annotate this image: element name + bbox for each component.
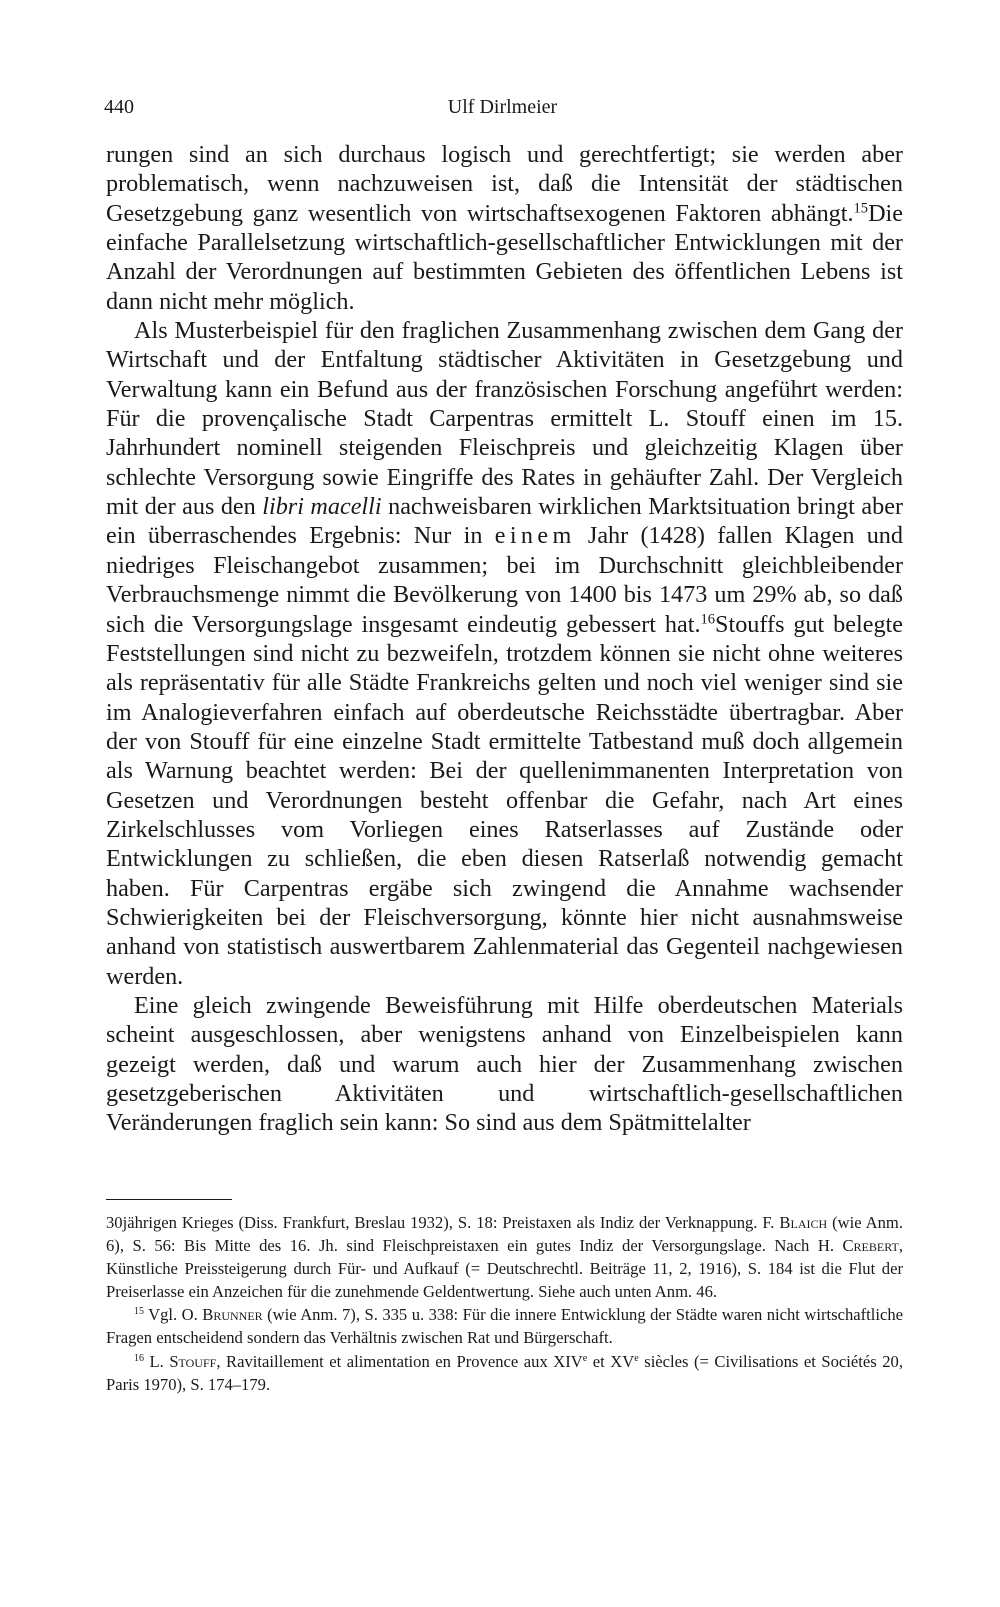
footnotes [106,1211,903,1396]
footnote-16: $^{16}$ L. Stouff, Ravitaillement et alimentation en Provence aux XIVe et XVe siècles (= Civilisations et Sociétés 20, Paris 1970), S. 174–179. [106,1351,903,1394]
footnote-number: 15 [134,1306,144,1318]
author-name: Stouff [169,1351,217,1371]
footnote-ref[interactable]: 16 [700,610,716,627]
footnote-separator [106,1199,232,1200]
running-title-author: Ulf Dirlmeier [447,96,558,118]
italic-term: libri macelli [262,493,382,521]
paragraph: Eine gleich zwingende Beweisführung mit Hilfe oberdeutschen Materials scheint ausgeschlossen, aber wenigstens anhand von Einzelbeispielen kann gezeigt werden, daß und warum auch hier der Zusammenhang zwischen gesetzgeberischen Aktivitäten und wirtschaftlich-gesellschaftlichen Veränderungen fraglich sein kann: So sind aus dem Spätmittelalter [106,991,903,1137]
page-number: 440 [104,96,134,118]
footnote-15: $^{15}$ Vgl. O. Brunner (wie Anm. 7), S. 335 u. 338: Für die innere Entwicklung der Städte waren nicht wirtschaftliche Fragen entscheidend sondern das Verhältnis zwischen Rat und Bürgerschaft. [106,1305,903,1348]
running-head [104,96,901,126]
author-name: Brunner [202,1305,263,1325]
main-text [106,140,903,1138]
paragraph: rungen sind an sich durchaus logisch und gerechtfertigt; sie werden aber problematisch, wenn nachzuweisen ist, daß die Intensität der städtischen Gesetzgebung ganz wesentlich von wirtschaftsexogenen Faktoren abhängt.$^{15}$Die einfache Parallelsetzung wirtschaftlich-gesellschaftlicher Entwicklungen mit der Anzahl der Verordnungen auf bestimmten Gebieten des öffentlichen Lebens ist dann nicht mehr möglich. [106,141,903,315]
footnote-continuation: 30jährigen Krieges (Diss. Frankfurt, Breslau 1932), S. 18: Preistaxen als Indiz der Verknappung. F. Blaich (wie Anm. 6), S. 56: Bis Mitte des 16. Jh. sind Fleischpreistaxen ein gutes Indiz der Versorgungslage. Nach H. Crebert, Künstliche Preissteigerung durch Für- und Aufkauf (= Deutschrechtl. Beiträge 11, 2, 1916), S. 184 ist die Flut der Preiserlasse ein Anzeichen für die zunehmende Geldentwertung. Siehe auch unten Anm. 46. [106,1213,903,1302]
paragraph: Als Musterbeispiel für den fraglichen Zusammenhang zwischen dem Gang der Wirtschaft und der Entfaltung städtischer Aktivitäten in Gesetzgebung und Verwaltung kann ein Befund aus der französischen Forschung angeführt werden: Für die provençalische Stadt Carpentras ermittelt L. Stouff einen im 15. Jahrhundert nominell steigenden Fleischpreis und gleichzeitig Klagen über schlechte Versorgung sowie Eingriffe des Rates in gehäufter Zahl. Der Vergleich mit der aus den libri macelli nachweisbaren wirklichen Marktsituation bringt aber ein überraschendes Ergebnis: Nur in einem Jahr (1428) fallen Klagen und niedriges Fleischangebot zusammen; bei im Durchschnitt gleichbleibender Verbrauchsmenge nimmt die Bevölkerung von 1400 bis 1473 um 29% ab, so daß sich die Versorgungslage insgesamt eindeutig gebessert hat.$^{16}$Stouffs gut belegte Feststellungen sind nicht zu bezweifeln, trotzdem können sie nicht ohne weiteres als repräsentativ für alle Städte Frankreichs gelten und noch viel weniger sind sie im Analogieverfahren einfach auf oberdeutsche Reichsstädte übertragbar. Aber der von Stouff für eine einzelne Stadt ermittelte Tatbestand muß doch allgemein als Warnung beachtet werden: Bei der quellenimmanenten Interpretation von Gesetzen und Verordnungen besteht offenbar die Gefahr, nach Art eines Zirkelschlusses vom Vorliegen eines Ratserlasses auf Zustände oder Entwicklungen zu schließen, die eben diesen Ratserlaß notwendig gemacht haben. Für Carpentras ergäbe sich zwingend die Annahme wachsender Schwierigkeiten bei der Fleischversorgung, könnte hier nicht ausnahmsweise anhand von statistisch auswertbarem Zahlenmaterial das Gegenteil nachgewiesen werden. [106,317,903,990]
author-name: Crebert [842,1236,899,1256]
emphasized-word: einem [494,522,576,550]
footnote-number: 16 [134,1352,144,1364]
author-name: Blaich [779,1213,828,1232]
footnote-ref[interactable]: 15 [853,199,869,216]
